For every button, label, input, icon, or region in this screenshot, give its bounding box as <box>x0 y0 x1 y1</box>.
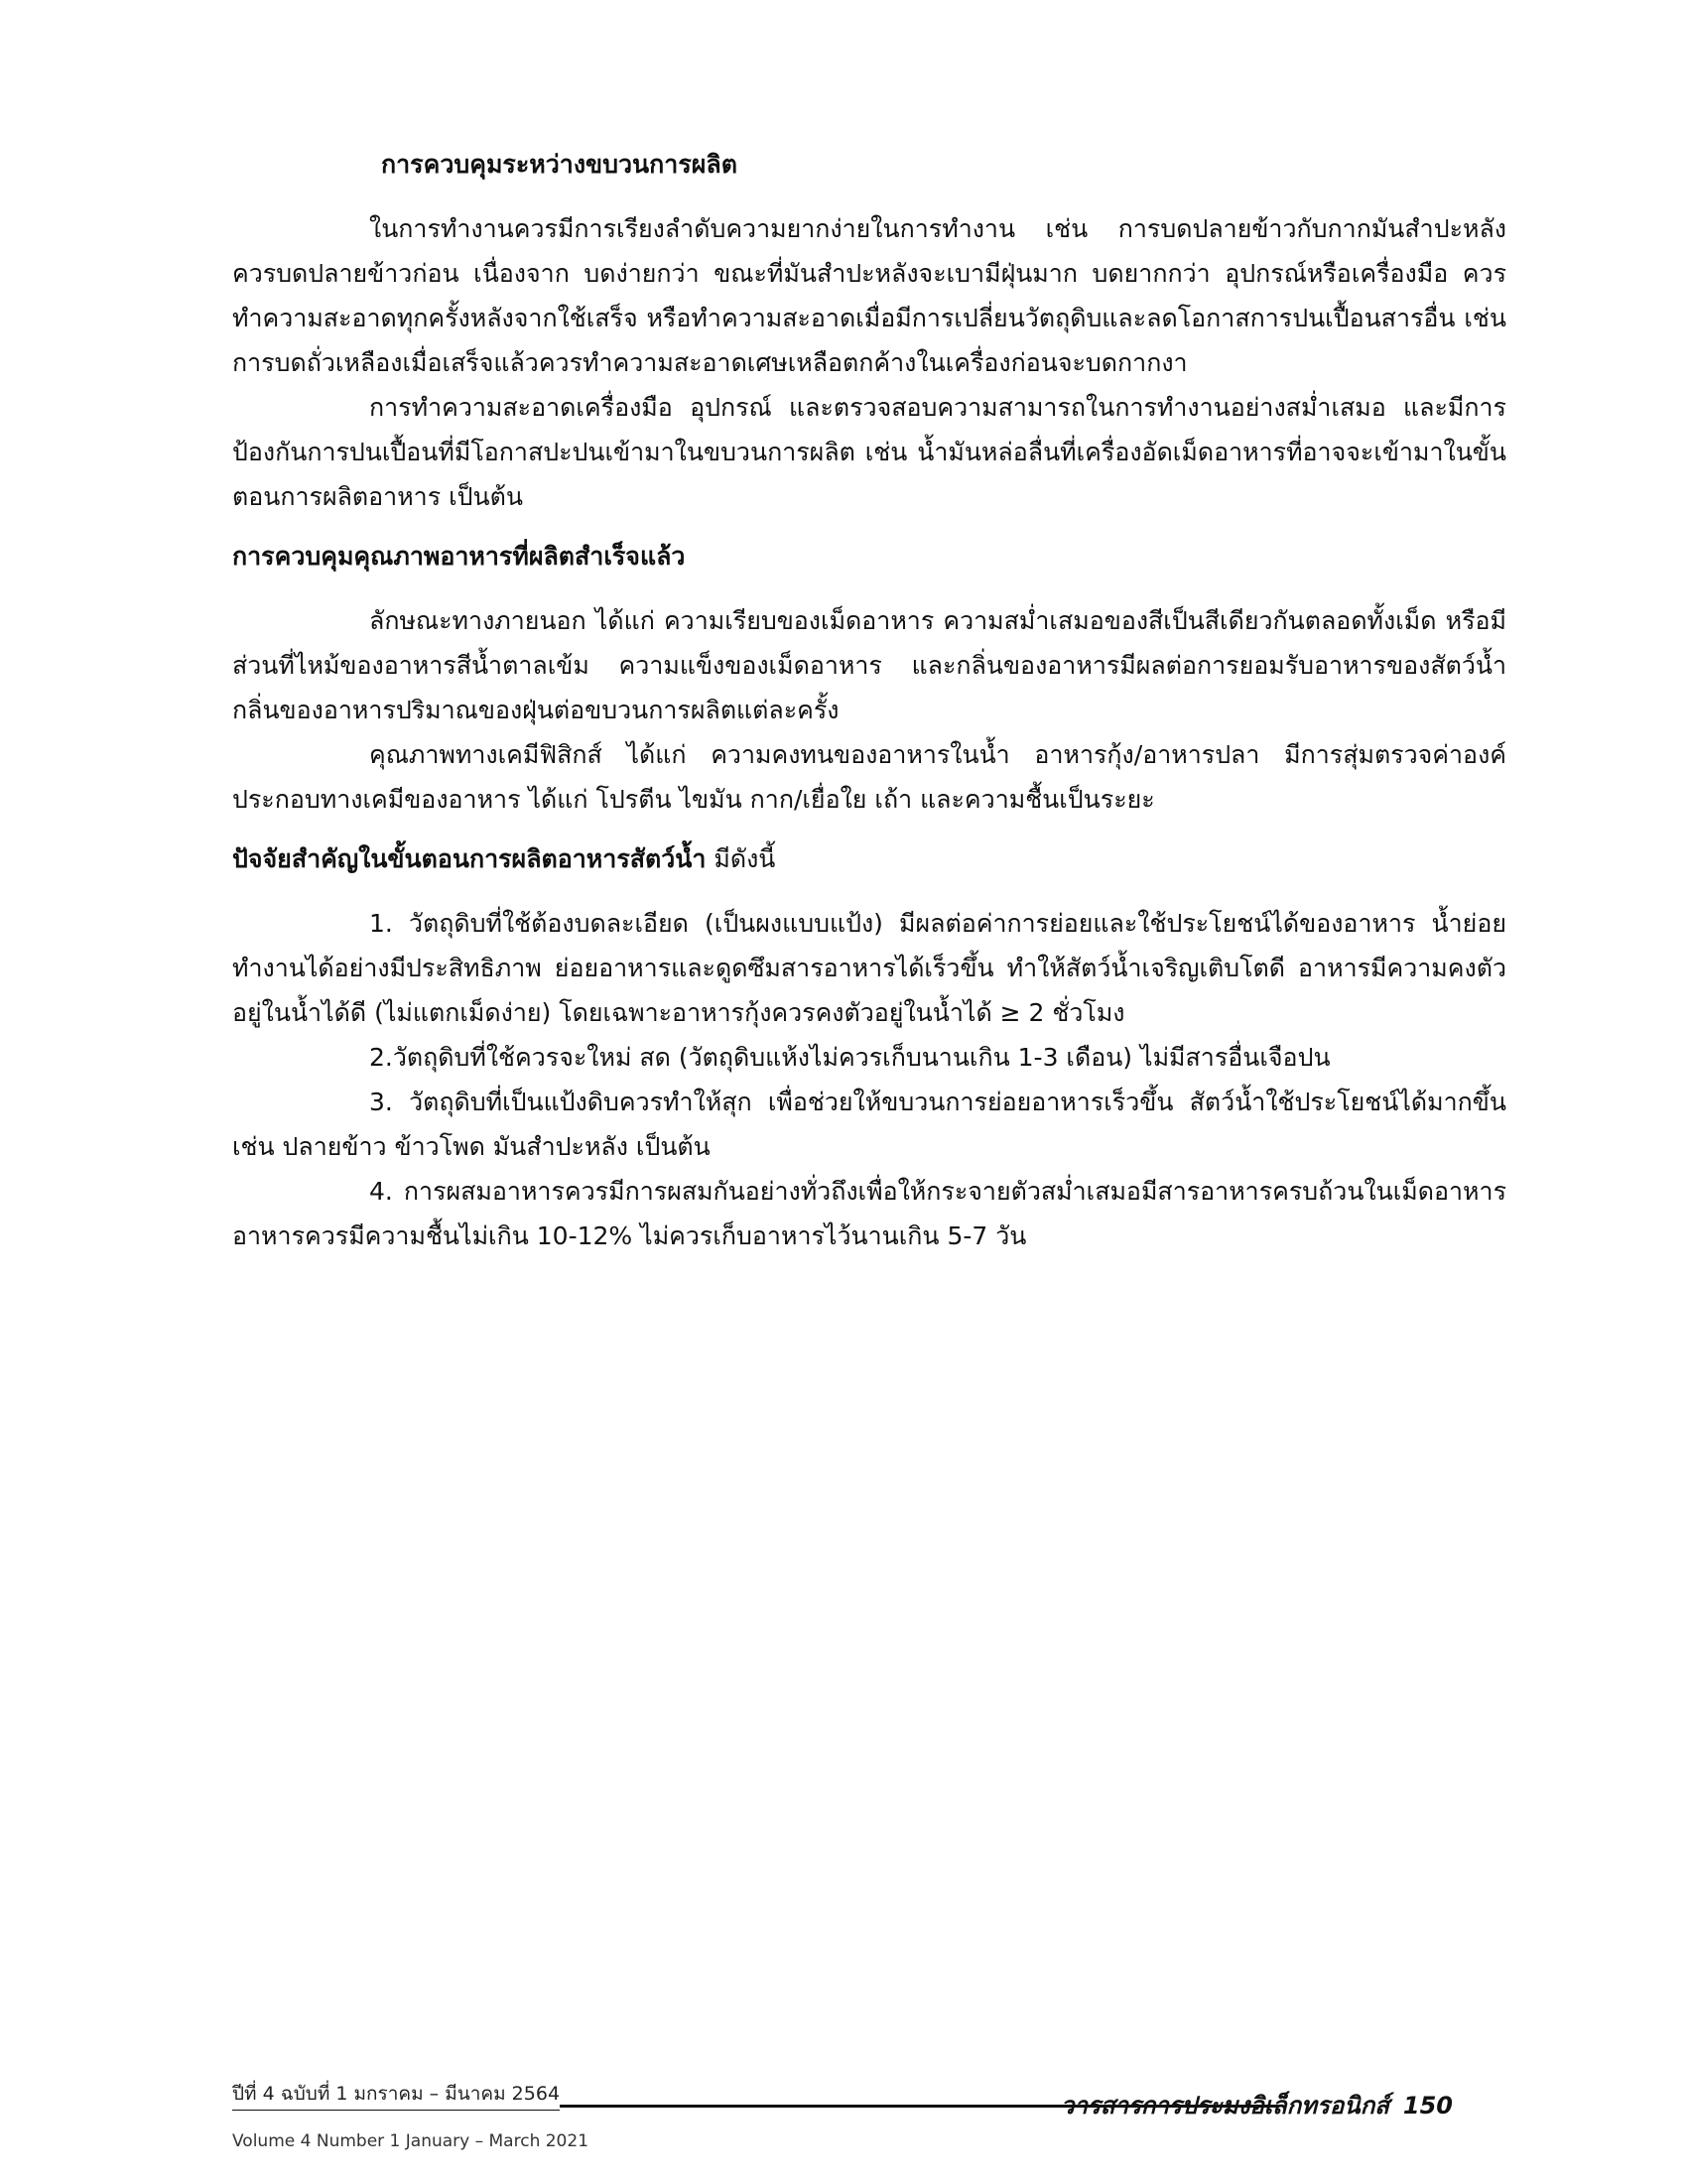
section-heading-quality-control: การควบคุมคุณภาพอาหารที่ผลิตสำเร็จแล้ว <box>232 542 686 571</box>
list-item: 4. การผสมอาหารควรมีการผสมกันอย่างทั่วถึงเพื่อให้กระจายตัวสม่ำเสมอมีสารอาหารครบถ้วนในเม็ดอาหาร อาหารควรมีความชื้นไม่เกิน 10-12% ไม่ควรเก็บอาหารไว้นานเกิน 5-7 วัน <box>232 1177 1506 1250</box>
footer-underline <box>232 2110 560 2111</box>
list-item: 3. วัตถุดิบที่เป็นแป้งดิบควรทำให้สุก เพื่อช่วยให้ขบวนการย่อยอาหารเร็วขึ้น สัตว์น้ำใช้ประโยชน์ได้มากขึ้น เช่น ปลายข้าว ข้าวโพด มันสำปะหลัง เป็นต้น <box>232 1088 1506 1161</box>
heading-bold-text: ปัจจัยสำคัญในขั้นตอนการผลิตอาหารสัตว์น้ำ <box>232 844 707 873</box>
heading-normal-suffix: มีดังนี้ <box>706 844 776 873</box>
page-body <box>232 149 1506 1258</box>
page-footer <box>232 2082 1506 2171</box>
footer-issue-thai: ปีที่ 4 ฉบับที่ 1 มกราคม – มีนาคม 2564 <box>232 2083 561 2105</box>
paragraph: ในการทำงานควรมีการเรียงลำดับความยากง่ายในการทำงาน เช่น การบดปลายข้าวกับกากมันสำปะหลัง ควรบดปลายข้าวก่อน เนื่องจาก บดง่ายกว่า ขณะที่มันสำปะหลังจะเบามีฝุ่นมาก บดยากกว่า อุปกรณ์หรือเครื่องมือ ควรทำความสะอาดทุกครั้งหลังจากใช้เสร็จ หรือทำความสะอาดเมื่อมีการเปลี่ยนวัตถุดิบและลดโอกาสการปนเปื้อนสารอื่น เช่น การบดถั่วเหลืองเมื่อเสร็จแล้วควรทำความสะอาดเศษเหลือตกค้างในเครื่องก่อนจะบดกากงา <box>232 214 1506 377</box>
section-heading-key-factors <box>232 843 1506 875</box>
list-item: 2.วัตถุดิบที่ใช้ควรจะใหม่ สด (วัตถุดิบแห้งไม่ควรเก็บนานเกิน 1-3 เดือน) ไม่มีสารอื่นเจือปน <box>369 1043 1331 1072</box>
section-heading-process-control: การควบคุมระหว่างขบวนการผลิต <box>381 150 737 179</box>
page-number: 150 <box>1402 2092 1453 2120</box>
paragraph: การทำความสะอาดเครื่องมือ อุปกรณ์ และตรวจสอบความสามารถในการทำงานอย่างสม่ำเสมอ และมีการป้องกันการปนเปื้อนที่มีโอกาสปะปนเข้ามาในขบวนการผลิต เช่น น้ำมันหล่อลื่นที่เครื่องอัดเม็ดอาหารที่อาจจะเข้ามาในขั้นตอนการผลิตอาหาร เป็นต้น <box>232 393 1506 511</box>
footer-journal <box>1061 2091 1453 2120</box>
paragraph: ลักษณะทางภายนอก ได้แก่ ความเรียบของเม็ดอาหาร ความสม่ำเสมอของสีเป็นสีเดียวกันตลอดทั้งเม็ด หรือมีส่วนที่ไหม้ของอาหารสีน้ำตาลเข้ม ความแข็งของเม็ดอาหาร และกลิ่นของอาหารมีผลต่อการยอมรับอาหารของสัตว์น้ำ กลิ่นของอาหารปริมาณของฝุ่นต่อขบวนการผลิตแต่ละครั้ง <box>232 606 1506 724</box>
footer-issue-english: Volume 4 Number 1 January – March 2021 <box>232 2131 589 2151</box>
journal-name: วารสารการประมงอิเล็กทรอนิกส์ <box>1061 2092 1389 2120</box>
paragraph: คุณภาพทางเคมีฟิสิกส์ ได้แก่ ความคงทนของอาหารในน้ำ อาหารกุ้ง/อาหารปลา มีการสุ่มตรวจค่าองค์ประกอบทางเคมีของอาหาร ได้แก่ โปรตีน ไขมัน กาก/เยื่อใย เถ้า และความชื้นเป็นระยะ <box>232 740 1506 814</box>
list-item: 1. วัตถุดิบที่ใช้ต้องบดละเอียด (เป็นผงแบบแป้ง) มีผลต่อค่าการย่อยและใช้ประโยชน์ได้ของอาหาร น้ำย่อยทำงานได้อย่างมีประสิทธิภาพ ย่อยอาหารและดูดซึมสารอาหารได้เร็วขึ้น ทำให้สัตว์น้ำเจริญเติบโตดี อาหารมีความคงตัวอยู่ในน้ำได้ดี (ไม่แตกเม็ดง่าย) โดยเฉพาะอาหารกุ้งควรคงตัวอยู่ในน้ำได้ ≥ 2 ชั่วโมง <box>232 909 1506 1027</box>
